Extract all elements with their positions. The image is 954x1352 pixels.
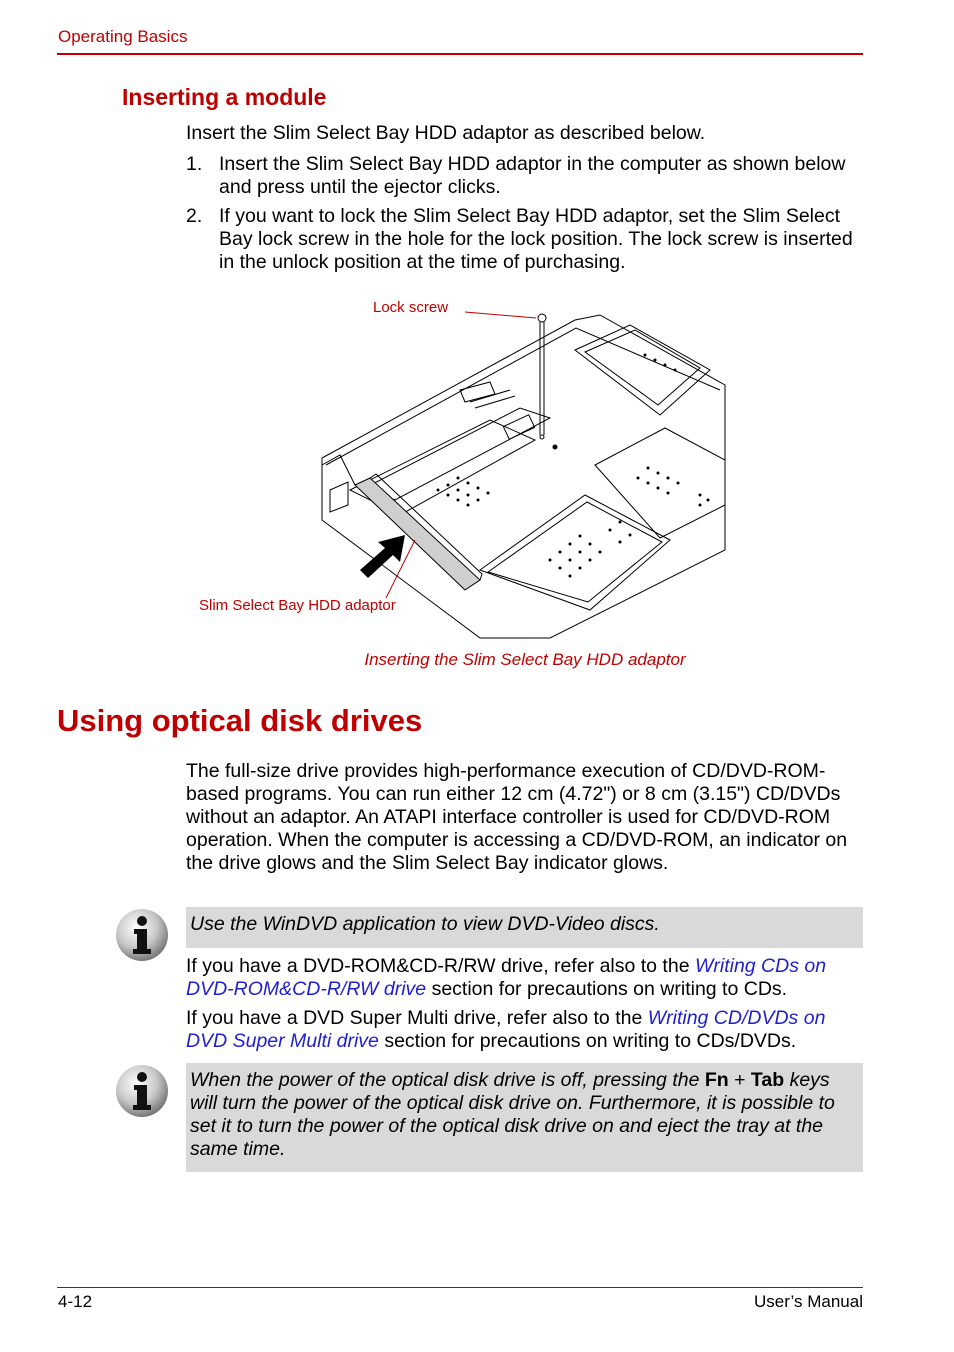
note-box — [186, 1063, 863, 1172]
figure-label-adaptor: Slim Select Bay HDD adaptor — [199, 597, 396, 614]
running-header: Operating Basics — [58, 27, 188, 46]
note-text — [190, 1069, 858, 1161]
list-number: 1. — [186, 153, 203, 175]
body-paragraph — [186, 955, 864, 1001]
paragraph-text: section for precautions on writing to CDs/DVDs. — [378, 1030, 797, 1052]
figure-laptop-illustration — [190, 290, 730, 640]
chapter-heading: Using optical disk drives — [57, 703, 423, 738]
manual-title: User’s Manual — [754, 1292, 863, 1311]
list-number: 2. — [186, 205, 203, 227]
cross-reference-link[interactable]: Writing CD/DVDs on DVD Super Multi drive — [186, 1007, 826, 1052]
info-icon — [114, 907, 170, 963]
list-text: Insert the Slim Select Bay HDD adaptor in the computer as shown below and press until the ejector clicks. — [219, 153, 846, 198]
note-box — [186, 907, 863, 948]
page-number: 4-12 — [58, 1292, 93, 1311]
note-text: Use the WinDVD application to view DVD-Video discs. — [190, 913, 660, 935]
header-rule — [57, 53, 863, 55]
intro-paragraph: Insert the Slim Select Bay HDD adaptor as described below. — [186, 122, 706, 144]
figure-caption: Inserting the Slim Select Bay HDD adaptor — [364, 650, 686, 669]
key-name: Fn — [704, 1069, 729, 1091]
body-paragraph: The full-size drive provides high-performance execution of CD/DVD-ROM-based programs. You can run either 12 cm (4.72") or 8 cm (3.15") CD/DVDs without an adaptor. An ATAPI interface controller is used for CD/DVD-ROM operation. When the computer is accessing a CD/DVD-ROM, an indicator on the drive glows and the Slim Select Bay indicator glows. — [186, 760, 848, 874]
paragraph-text: If you have a DVD-ROM&CD-R/RW drive, refer also to the — [186, 955, 695, 977]
list-item — [186, 205, 866, 275]
list-text: If you want to lock the Slim Select Bay HDD adaptor, set the Slim Select Bay lock screw in the hole for the lock position. The lock screw is inserted in the unlock position at the time of purchasing. — [219, 205, 853, 273]
plus-sign: + — [728, 1069, 751, 1091]
body-paragraph — [186, 1007, 864, 1053]
key-name: Tab — [750, 1069, 785, 1091]
list-item — [186, 153, 866, 199]
laptop-underside-drawing — [190, 290, 730, 640]
footer-rule — [57, 1287, 863, 1288]
cross-reference-link[interactable]: Writing CDs on DVD-ROM&CD-R/RW drive — [186, 955, 827, 1000]
info-icon — [114, 1063, 170, 1119]
note-text-part: keys will turn the power of the optical disk drive on. Furthermore, it is possible to set it to turn the power of the optical disk drive on and eject the tray at the same time. — [190, 1069, 835, 1160]
section-heading: Inserting a module — [122, 84, 327, 110]
figure-label-lock-screw: Lock screw — [373, 299, 449, 316]
paragraph-text: section for precautions on writing to CDs. — [426, 978, 788, 1000]
paragraph-text: If you have a DVD Super Multi drive, refer also to the — [186, 1007, 648, 1029]
note-text-part: When the power of the optical disk drive is off, pressing the — [190, 1069, 705, 1091]
